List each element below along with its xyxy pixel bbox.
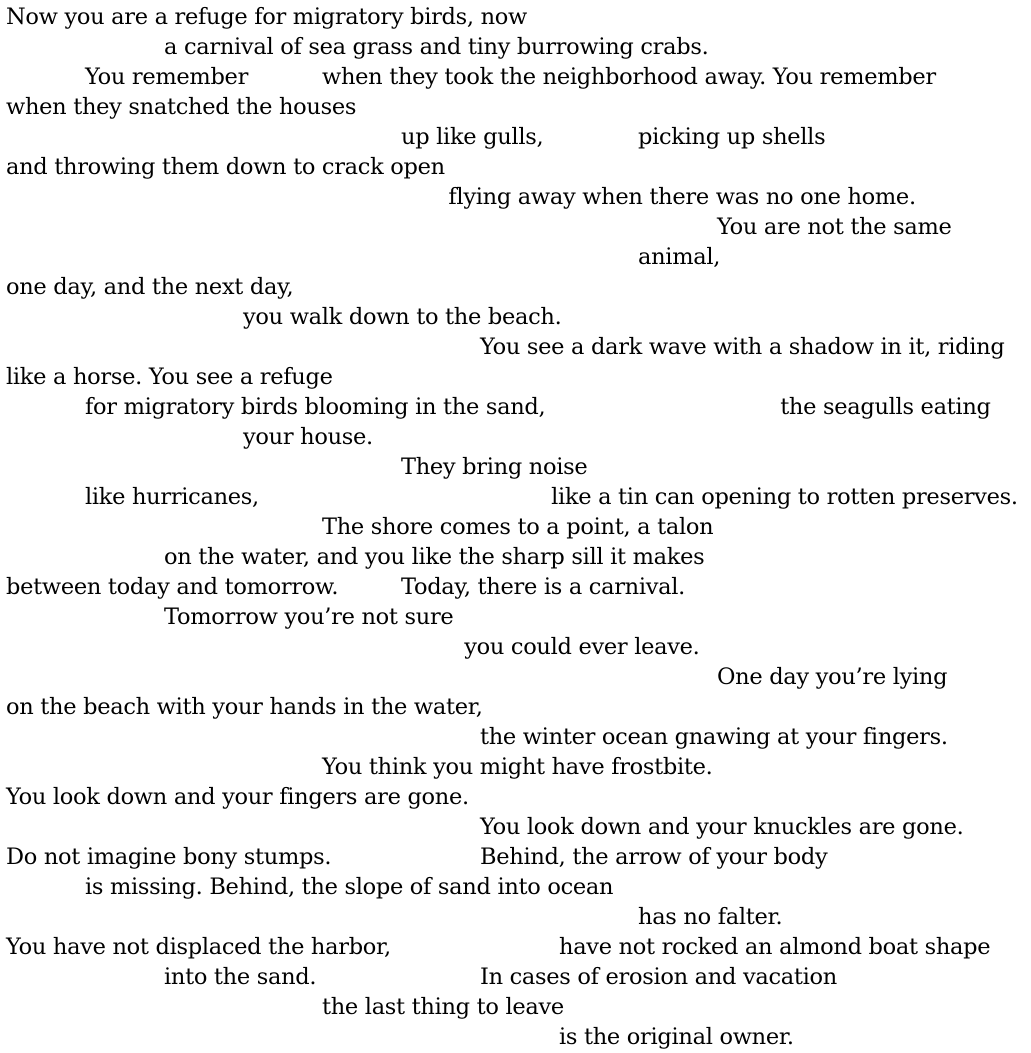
poem-line-segment: like a tin can opening to rotten preserves.	[551, 484, 1018, 510]
poem-line-segment: you could ever leave.	[464, 634, 700, 660]
poem-line-segment: They bring noise	[401, 454, 588, 480]
poem-line-segment: You see a dark wave with a shadow in it, riding	[480, 334, 1005, 360]
poem-line-segment: The shore comes to a point, a talon	[322, 514, 714, 540]
poem-line-segment: a carnival of sea grass and tiny burrowing crabs.	[164, 34, 709, 60]
poem-line-segment: Today, there is a carnival.	[401, 574, 686, 600]
poem-line-segment: like a horse. You see a refuge	[6, 364, 333, 390]
poem-line-segment: into the sand.	[164, 964, 317, 990]
poem-line-segment: like hurricanes,	[85, 484, 259, 510]
poem-line-segment: You think you might have frostbite.	[322, 754, 713, 780]
poem-line-segment: one day, and the next day,	[6, 274, 294, 300]
poem-line-segment: and throwing them down to crack open	[6, 154, 445, 180]
poem-line-segment: Now you are a refuge for migratory birds, now	[6, 4, 528, 30]
poem-line-segment: Behind, the arrow of your body	[480, 844, 828, 870]
poem-line-segment: animal,	[638, 244, 721, 270]
poem-line-segment: on the beach with your hands in the water,	[6, 694, 483, 720]
poem-line-segment: your house.	[243, 424, 373, 450]
poem-line-segment: the seagulls eating	[780, 394, 991, 420]
poem-line-segment: picking up shells	[638, 124, 826, 150]
poem-line-segment: when they took the neighborhood away. You remember	[322, 64, 936, 90]
poem-line-segment: on the water, and you like the sharp sill it makes	[164, 544, 705, 570]
poem-line-segment: you walk down to the beach.	[243, 304, 562, 330]
poem-line-segment: is missing. Behind, the slope of sand into ocean	[85, 874, 614, 900]
poem-line-segment: up like gulls,	[401, 124, 544, 150]
poem-line-segment: flying away when there was no one home.	[448, 184, 916, 210]
poem-line-segment: the last thing to leave	[322, 994, 564, 1020]
poem-line-segment: You remember	[85, 64, 249, 90]
poem-line-segment: You have not displaced the harbor,	[6, 934, 391, 960]
poem-line-segment: Do not imagine bony stumps.	[6, 844, 332, 870]
poem-line-segment: Tomorrow you’re not sure	[164, 604, 454, 630]
poem-line-segment: is the original owner.	[559, 1024, 794, 1050]
poem-line-segment: You are not the same	[717, 214, 952, 240]
poem-line-segment: You look down and your fingers are gone.	[6, 784, 469, 810]
poem-line-segment: for migratory birds blooming in the sand,	[85, 394, 546, 420]
poem-line-segment: the winter ocean gnawing at your fingers.	[480, 724, 948, 750]
poem-line-segment: between today and tomorrow.	[6, 574, 339, 600]
poem-line-segment: You look down and your knuckles are gone.	[480, 814, 964, 840]
poem-line-segment: In cases of erosion and vacation	[480, 964, 837, 990]
poem-line-segment: have not rocked an almond boat shape	[559, 934, 991, 960]
poem-line-segment: when they snatched the houses	[6, 94, 357, 120]
poem-line-segment: has no falter.	[638, 904, 783, 930]
poem-line-segment: One day you’re lying	[717, 664, 948, 690]
